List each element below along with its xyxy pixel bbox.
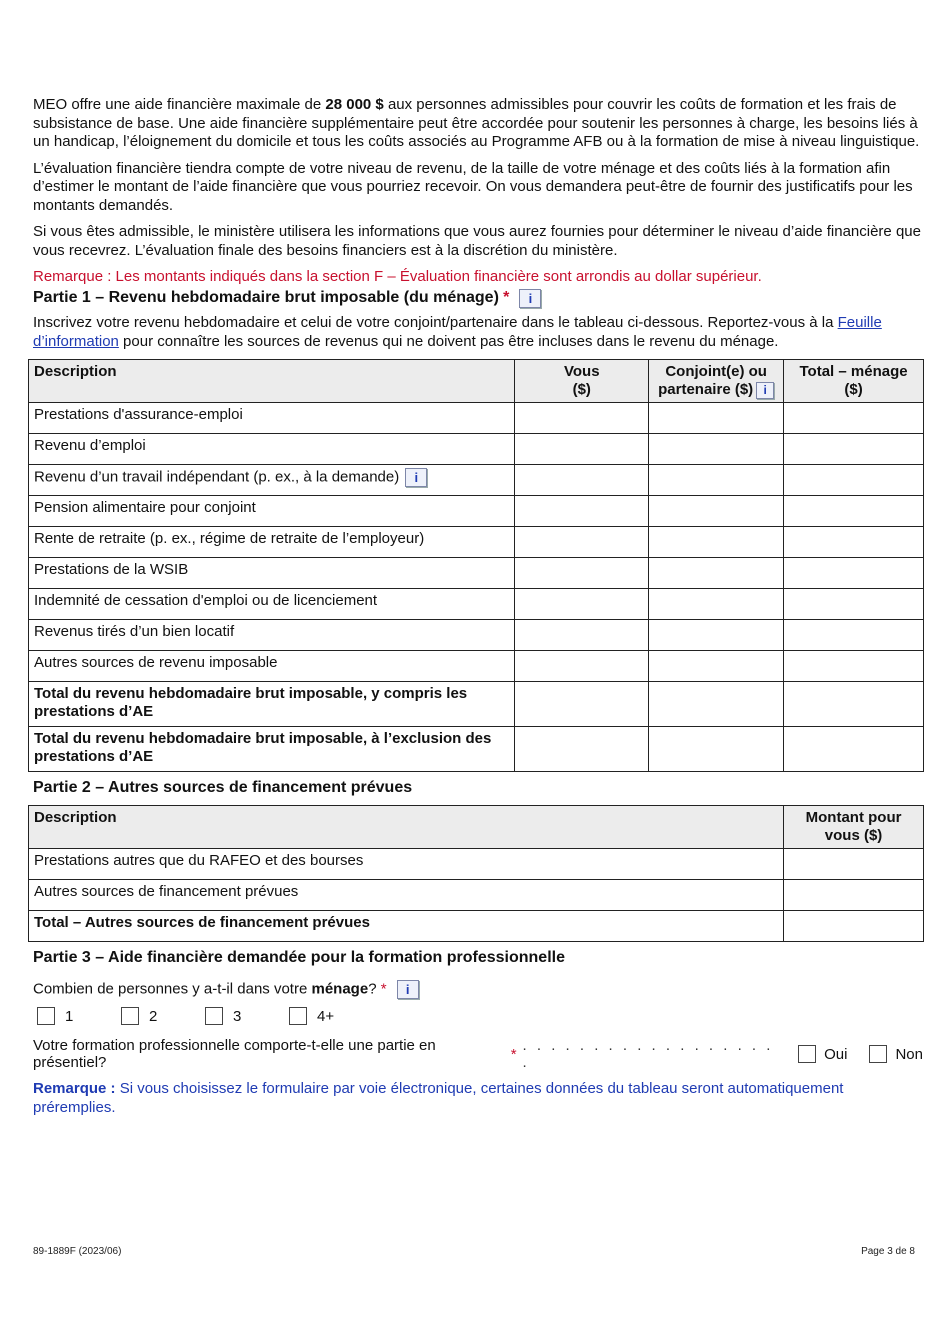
col-conjoint (649, 360, 784, 403)
vous-input[interactable] (515, 620, 649, 651)
required-marker: * (380, 980, 387, 998)
conjoint-input[interactable] (649, 465, 784, 496)
q1-pre: Combien de personnes y a-t-il dans votre (33, 980, 312, 998)
part1-title: Partie 1 – Revenu hebdomadaire brut imposable (du ménage) (33, 289, 499, 306)
info-icon[interactable]: i (405, 468, 427, 487)
table-row (29, 527, 924, 558)
option-label: 3 (233, 1007, 242, 1025)
montant-input[interactable] (784, 911, 924, 942)
part2-header (33, 778, 923, 798)
table-row (29, 849, 924, 880)
vous-input[interactable] (515, 651, 649, 682)
table-row (29, 558, 924, 589)
col-montant-unit: vous ($) (824, 827, 883, 844)
table-row (29, 589, 924, 620)
row-label: Indemnité de cessation d'emploi ou de licenciement (29, 589, 515, 620)
part3-header (33, 948, 923, 968)
intro-paragraph-3: Si vous êtes admissible, le ministère utilisera les informations que vous aurez fournies pour déterminer le niveau d’aide financière que vous recevrez. L’évaluation finale des besoins financiers est à la discrétion du ministère. (33, 223, 921, 259)
household-size-options (37, 1007, 923, 1025)
required-marker: * (503, 289, 510, 306)
montant-input[interactable] (784, 849, 924, 880)
part1-header (33, 288, 923, 308)
total-input[interactable] (784, 465, 924, 496)
info-icon[interactable]: i (756, 382, 774, 399)
vous-input[interactable] (515, 403, 649, 434)
checkbox[interactable] (37, 1007, 55, 1025)
funding-table-header (29, 806, 924, 849)
checkbox[interactable] (289, 1007, 307, 1025)
intro-p1-post: aux personnes admissibles pour couvrir les coûts de formation et les frais de subsistance de base. Une aide financière supplémentaire peut être accordée pour soutenir les personnes à charge, les besoins liés à un handicap, l’éloignement du domicile et tous les coûts associés au Programme AFB ou à la formation de mise à niveau linguistique. (33, 96, 920, 150)
row-label: Total du revenu hebdomadaire brut imposable, à l’exclusion des prestations d’AE (29, 727, 515, 772)
required-marker: * (510, 1045, 517, 1063)
vous-input[interactable] (515, 589, 649, 620)
intro-paragraph-2: L’évaluation financière tiendra compte de votre niveau de revenu, de la taille de votre ménage et des coûts liés à la formation afin d’estimer le montant de l’aide financière que vous pourriez recevoir. On vous demandera peut-être de fournir des justificatifs pour les montants demandés. (33, 159, 913, 214)
leader-dots: . . . . . . . . . . . . . . . . . . . (522, 1037, 774, 1071)
conjoint-input[interactable] (649, 589, 784, 620)
checkbox[interactable] (869, 1045, 887, 1063)
vous-input[interactable] (515, 434, 649, 465)
in-person-no[interactable] (869, 1045, 923, 1063)
vous-input[interactable] (515, 496, 649, 527)
col-conjoint-label2 (654, 381, 778, 399)
table-row (29, 465, 924, 496)
table-row (29, 651, 924, 682)
conjoint-input[interactable] (649, 682, 784, 727)
total-input[interactable] (784, 527, 924, 558)
vous-input[interactable] (515, 465, 649, 496)
row-label: Rente de retraite (p. ex., régime de retraite de l’employeur) (29, 527, 515, 558)
checkbox[interactable] (205, 1007, 223, 1025)
total-row-without-ae (29, 727, 924, 772)
total-input[interactable] (784, 558, 924, 589)
instr-pre: Inscrivez votre revenu hebdomadaire et celui de votre conjoint/partenaire dans le tableau ci-dessous. Reportez-vous à la (33, 314, 838, 331)
checkbox[interactable] (121, 1007, 139, 1025)
income-table (28, 359, 924, 772)
no-label: Non (895, 1045, 923, 1063)
col-vous (515, 360, 649, 403)
col-total (784, 360, 924, 403)
option-label: 2 (149, 1007, 158, 1025)
household-option-3[interactable] (205, 1007, 289, 1025)
total-input[interactable] (784, 651, 924, 682)
conjoint-input[interactable] (649, 727, 784, 772)
row-label: Autres sources de revenu imposable (29, 651, 515, 682)
table-row (29, 434, 924, 465)
electronic-remark (33, 1079, 923, 1117)
in-person-question (33, 1037, 923, 1071)
conjoint-input[interactable] (649, 558, 784, 589)
conjoint-input[interactable] (649, 434, 784, 465)
intro-paragraph-1 (33, 96, 923, 152)
max-amount: 28 000 $ (325, 96, 384, 113)
row-label: Autres sources de financement prévues (29, 880, 784, 911)
part2-title: Partie 2 – Autres sources de financement prévues (33, 779, 413, 796)
household-question (33, 980, 923, 999)
row-label: Prestations de la WSIB (29, 558, 515, 589)
row-label: Total – Autres sources de financement prévues (29, 911, 784, 942)
info-icon[interactable]: i (519, 289, 541, 308)
q2-text: Votre formation professionnelle comporte-t-elle une partie en présentiel? (33, 1037, 436, 1071)
row-label: Pension alimentaire pour conjoint (29, 496, 515, 527)
household-option-4plus[interactable] (289, 1007, 373, 1025)
row-label: Prestations d'assurance-emploi (29, 403, 515, 434)
col-total-label: Total – ménage (799, 363, 908, 380)
income-table-header (29, 360, 924, 403)
conjoint-input[interactable] (649, 620, 784, 651)
option-label: 4+ (317, 1007, 335, 1025)
col-description: Description (29, 806, 784, 849)
montant-input[interactable] (784, 880, 924, 911)
remark-text: Si vous choisissez le formulaire par voie électronique, certaines données du tableau seront automatiquement préremplies. (33, 1080, 844, 1116)
col-description: Description (29, 360, 515, 403)
table-row (29, 620, 924, 651)
household-option-1[interactable] (37, 1007, 121, 1025)
q1-bold: ménage (311, 980, 369, 998)
option-label: 1 (65, 1007, 74, 1025)
row-label: Total du revenu hebdomadaire brut imposable, y compris les prestations d’AE (29, 682, 515, 727)
row-label (29, 465, 515, 496)
table-row (29, 496, 924, 527)
row-label: Revenu d’emploi (29, 434, 515, 465)
table-row (29, 880, 924, 911)
intro-p1-pre: MEO offre une aide financière maximale de (33, 96, 326, 113)
total-row-with-ae (29, 682, 924, 727)
checkbox[interactable] (798, 1045, 816, 1063)
remark-label: Remarque : (33, 1080, 116, 1097)
info-sheet-link[interactable]: Feuille d’information (33, 314, 882, 350)
col-montant-label: Montant pour (805, 809, 902, 826)
part1-instructions (33, 314, 923, 351)
col-total-unit: ($) (844, 381, 863, 398)
part3-title: Partie 3 – Aide financière demandée pour la formation professionnelle (33, 949, 565, 966)
total-input[interactable] (784, 434, 924, 465)
col-vous-unit: ($) (572, 381, 591, 398)
form-id: 89-1889F (2023/06) (33, 1246, 122, 1257)
table-row (29, 403, 924, 434)
vous-input[interactable] (515, 727, 649, 772)
conjoint-input[interactable] (649, 496, 784, 527)
total-input[interactable] (784, 403, 924, 434)
form-page (33, 96, 923, 1117)
yes-label: Oui (824, 1045, 848, 1063)
total-input[interactable] (784, 496, 924, 527)
funding-table (28, 805, 924, 942)
total-input[interactable] (784, 727, 924, 772)
total-input[interactable] (784, 620, 924, 651)
row-label-text: Revenu d’un travail indépendant (p. ex., à la demande) (34, 468, 400, 486)
row-label: Revenus tirés d’un bien locatif (29, 620, 515, 651)
col-conjoint-unit: partenaire ($) (658, 381, 754, 398)
household-option-2[interactable] (121, 1007, 205, 1025)
total-input[interactable] (784, 589, 924, 620)
total-row (29, 911, 924, 942)
q1-post: ? (368, 980, 377, 998)
rounding-remark: Remarque : Les montants indiqués dans la section F – Évaluation financière sont arrondis au dollar supérieur. (33, 268, 762, 285)
vous-input[interactable] (515, 682, 649, 727)
vous-input[interactable] (515, 558, 649, 589)
page-number: Page 3 de 8 (861, 1246, 915, 1257)
vous-input[interactable] (515, 527, 649, 558)
conjoint-input[interactable] (649, 651, 784, 682)
in-person-yes[interactable] (798, 1045, 847, 1063)
total-input[interactable] (784, 682, 924, 727)
col-vous-label: Vous (563, 363, 600, 380)
col-conjoint-label: Conjoint(e) ou (665, 363, 767, 380)
info-icon[interactable]: i (397, 980, 419, 999)
instr-post: pour connaître les sources de revenus qui ne doivent pas être incluses dans le revenu du ménage. (118, 332, 779, 350)
row-label: Prestations autres que du RAFEO et des bourses (29, 849, 784, 880)
col-montant (784, 806, 924, 849)
conjoint-input[interactable] (649, 527, 784, 558)
conjoint-input[interactable] (649, 403, 784, 434)
